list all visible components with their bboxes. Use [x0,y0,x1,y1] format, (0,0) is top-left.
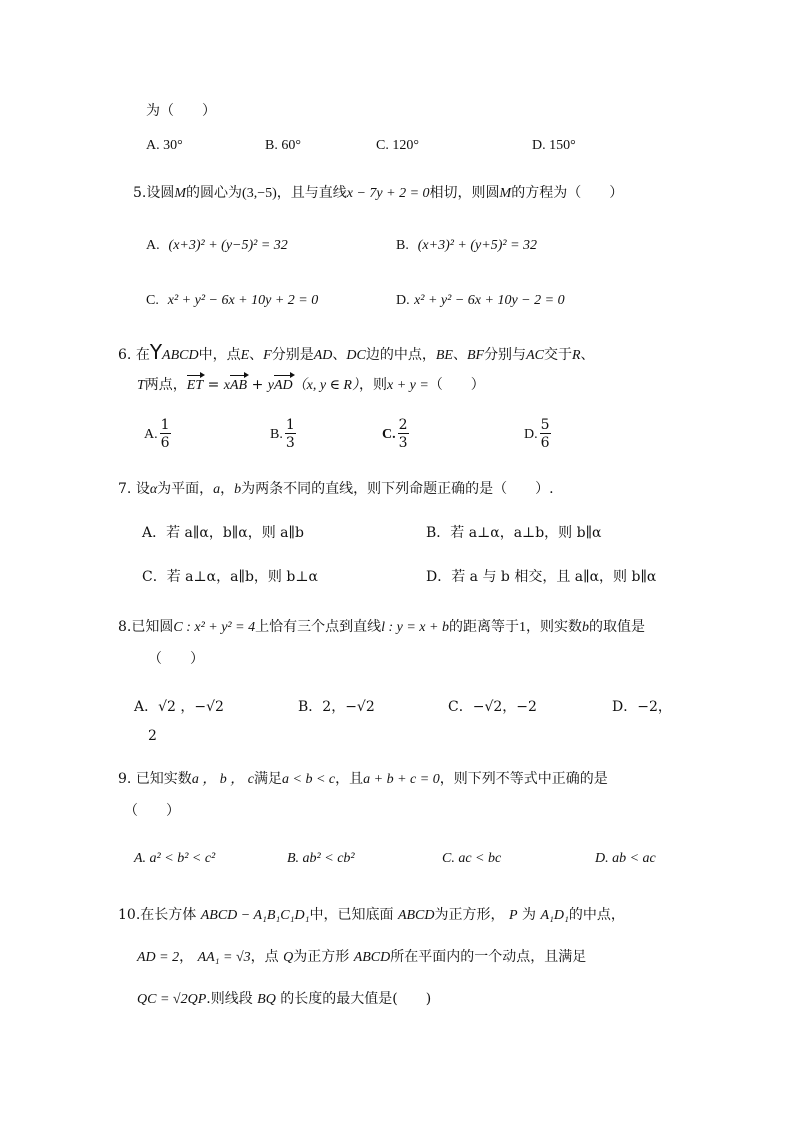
q10-line2: AD = 2， AA₁ = √3，点 Q为正方形 ABCD所在平面内的一个动点，且满足 [137,949,587,965]
q6-option-d: D. $\frac{5}{6}$ [524,417,550,451]
vector-et: ET [186,378,204,393]
q8-paren: （ ） [148,651,204,667]
q8-option-a: A．√2 ，−√2 [134,699,224,715]
q9-option-d: D. ab < ac [595,851,656,866]
vector-ad: AD [273,378,293,393]
q4-continuation: 为（ ） [146,103,216,119]
q9-stem: 9. 已知实数a ， b ， c满足a < b < c，且a + b + c = 0，则下列不等式中正确的是 [118,771,608,787]
q7-option-b: B．若 a⊥α，a⊥b，则 b∥α [426,525,602,541]
q9-option-c: C. ac < bc [442,851,502,866]
q9-paren: （ ） [124,803,180,819]
q8-number: 8. [118,619,132,635]
q7-number: 7. [118,481,132,497]
q5-option-b: B. (x+3)² + (y+5)² = 32 [396,238,538,253]
q8-option-d: D．−2， [612,699,672,715]
q5-number: 5. [133,185,147,201]
q6-option-a: A. $\frac{1}{6}$ [144,417,170,451]
q6-number: 6. [118,347,132,363]
q6-line1: 6. 在YABCD中，点E、F分别是AD、DC边的中点，BE、BF分别与AC交于R、 [118,340,595,364]
q8-stem: 8.已知圆C : x² + y² = 4上恰有三个点到直线l : y = x + b的距离等于1，则实数b的取值是 [118,619,645,635]
q10-number: 10. [118,907,141,923]
vector-ab: AB [230,378,248,393]
q7-option-c: C．若 a⊥α，a∥b，则 b⊥α [142,569,318,585]
q8-option-b: B．2，−√2 [298,699,375,715]
q8-option-d-cont: 2 [148,728,157,744]
q6-option-c: C. $\frac{2}{3}$ [382,417,408,451]
q4-option-a: A. 30° [146,138,183,153]
q9-option-b: B. ab² < cb² [287,851,355,866]
q10-line3: QC = √2QP.则线段 BQ 的长度的最大值是( ) [137,991,432,1007]
q8-option-c: C．−√2，−2 [448,699,537,715]
q5-option-c: C. x² + y² − 6x + 10y + 2 = 0 [146,293,319,308]
q4-option-d: D. 150° [532,138,576,153]
q4-option-c: C. 120° [376,138,419,153]
parallelogram-symbol: Y [149,340,163,364]
q5-option-a: A. (x+3)² + (y−5)² = 32 [146,238,288,253]
q5-stem: 5.设圆M的圆心为(3,−5)，且与直线x − 7y + 2 = 0相切，则圆M的方程为（ ） [133,185,624,201]
q4-option-b: B. 60° [265,138,301,153]
q5-option-d: D. x² + y² − 6x + 10y − 2 = 0 [396,293,565,308]
q9-number: 9. [118,771,132,787]
q7-option-a: A．若 a∥α，b∥α，则 a∥b [142,525,304,541]
q10-line1: 10.在长方体 ABCD − A₁B₁C₁D₁中，已知底面 ABCD为正方形， P 为 A₁D₁的中点， [118,907,625,923]
q6-line2: T两点，ET = xAB + yAD（x, y ∈ R），则x + y =（ ） [137,377,485,393]
q7-stem: 7. 设α为平面，a，b为两条不同的直线，则下列命题正确的是（ ）. [118,481,554,497]
q9-option-a: A. a² < b² < c² [134,851,216,866]
q7-option-d: D．若 a 与 b 相交，且 a∥α，则 b∥α [426,569,657,585]
q6-option-b: B. $\frac{1}{3}$ [270,417,295,451]
